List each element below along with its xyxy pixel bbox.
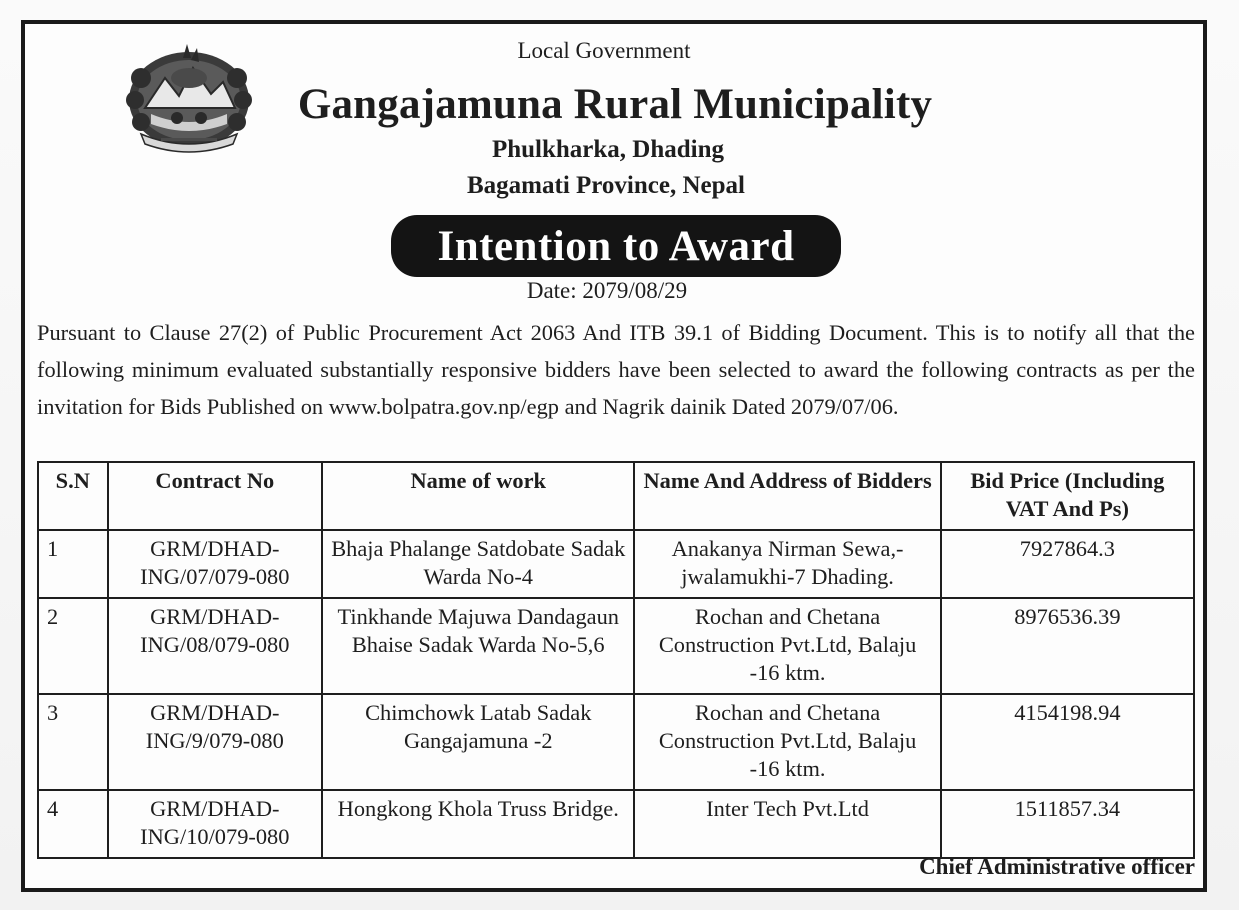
cell-contract-no: GRM/DHAD-ING/07/079-080 xyxy=(108,530,323,598)
cell-sn: 1 xyxy=(38,530,108,598)
cell-sn: 3 xyxy=(38,694,108,790)
government-level-label: Local Government xyxy=(517,38,691,63)
cell-bid-price: 4154198.94 xyxy=(941,694,1194,790)
cell-name-of-work: Bhaja Phalange Satdobate Sadak Warda No-4 xyxy=(322,530,634,598)
cell-sn: 4 xyxy=(38,790,108,858)
header-name-of-work: Name of work xyxy=(322,462,634,530)
cell-sn: 2 xyxy=(38,598,108,694)
cell-name-of-work: Tinkhande Majuwa Dandagaun Bhaise Sadak Warda No-5,6 xyxy=(322,598,634,694)
notice-title: Intention to Award xyxy=(437,222,795,270)
cell-bidder: Anakanya Nirman Sewa,-jwalamukhi-7 Dhading. xyxy=(634,530,940,598)
cell-name-of-work: Hongkong Khola Truss Bridge. xyxy=(322,790,634,858)
table-header-row xyxy=(38,462,1194,530)
table-row xyxy=(38,694,1194,790)
cell-bid-price: 1511857.34 xyxy=(941,790,1194,858)
notice-title-badge xyxy=(391,215,841,277)
header-sn: S.N xyxy=(38,462,108,530)
header-bid-price: Bid Price (Including VAT And Ps) xyxy=(941,462,1194,530)
header-bidders: Name And Address of Bidders xyxy=(634,462,940,530)
award-table xyxy=(37,461,1195,859)
municipality-name: Gangajamuna Rural Municipality xyxy=(297,81,933,128)
notice-body: Pursuant to Clause 27(2) of Public Procurement Act 2063 And ITB 39.1 of Bidding Document. This is to notify all that the following minimum evaluated substantially responsive bidders have been selected to award the following contracts as per the invitation for Bids Published on www.bolpatra.gov.np/egp and Nagrik dainik Dated 2079/07/06. xyxy=(37,320,1195,419)
notice-frame xyxy=(21,20,1207,892)
cell-bidder: Inter Tech Pvt.Ltd xyxy=(634,790,940,858)
cell-contract-no: GRM/DHAD-ING/10/079-080 xyxy=(108,790,323,858)
signatory-title: Chief Administrative officer xyxy=(919,854,1195,879)
table-row xyxy=(38,598,1194,694)
header-contract-no: Contract No xyxy=(108,462,323,530)
address-line-1: Phulkharka, Dhading xyxy=(491,136,725,163)
cell-bidder: Rochan and Chetana Construction Pvt.Ltd, Balaju -16 ktm. xyxy=(634,694,940,790)
address-line-2: Bagamati Province, Nepal xyxy=(467,172,745,199)
cell-bid-price: 7927864.3 xyxy=(941,530,1194,598)
table-row xyxy=(38,790,1194,858)
cell-bidder: Rochan and Chetana Construction Pvt.Ltd, Balaju -16 ktm. xyxy=(634,598,940,694)
cell-bid-price: 8976536.39 xyxy=(941,598,1194,694)
cell-contract-no: GRM/DHAD-ING/9/079-080 xyxy=(108,694,323,790)
cell-name-of-work: Chimchowk Latab Sadak Gangajamuna -2 xyxy=(322,694,634,790)
notice-date: Date: 2079/08/29 xyxy=(526,278,688,303)
table-row xyxy=(38,530,1194,598)
cell-contract-no: GRM/DHAD-ING/08/079-080 xyxy=(108,598,323,694)
